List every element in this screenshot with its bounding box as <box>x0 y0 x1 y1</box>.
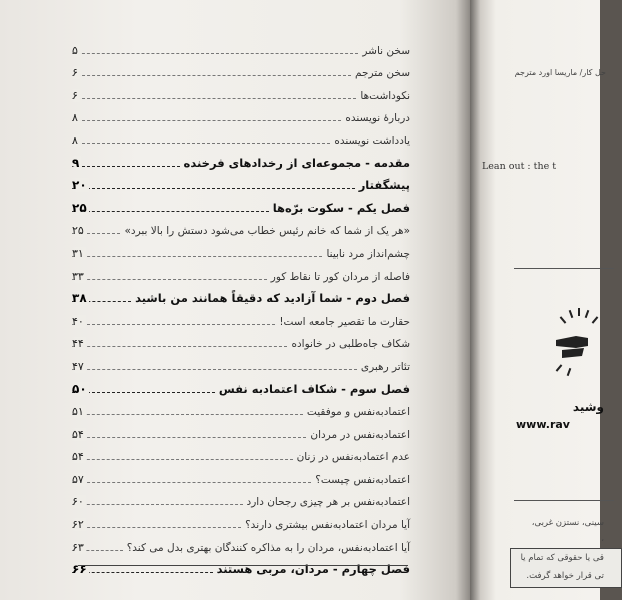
toc-entry <box>72 441 410 464</box>
toc-entry-title: حقارت ما تقصیر جامعه است! <box>279 315 410 328</box>
toc-page-number: ۵۴ <box>72 450 84 464</box>
dot-leader <box>72 572 213 573</box>
dot-leader <box>72 324 275 325</box>
toc-entry-title: فصل دوم - شما آزادید که دقیقاً همانند من باشید <box>135 291 410 306</box>
toc-entry <box>72 57 410 80</box>
toc-entry-title: پیشگفتار <box>358 178 410 193</box>
toc-entry-title: عدم اعتمادبه‌نفس در زنان <box>296 451 410 464</box>
toc-page-number: ۲۵ <box>72 224 84 238</box>
toc-entry <box>72 396 410 419</box>
toc-page-number: ۵۴ <box>72 427 84 441</box>
publisher-name: وشید <box>572 400 604 414</box>
copyright-page <box>470 0 606 600</box>
toc-entry-title: نکوداشت‌ها <box>360 89 410 102</box>
toc-page-number: ۲۰ <box>72 178 87 193</box>
toc-page-number: ۳۳ <box>72 269 84 283</box>
toc-page-number: ۹ <box>72 155 80 170</box>
dot-leader <box>72 346 287 347</box>
publisher-logo-icon <box>548 306 608 386</box>
toc-page-number: ۶۳ <box>72 540 84 554</box>
dot-leader <box>72 369 357 370</box>
toc-chapter-entry <box>72 147 410 170</box>
toc-entry <box>72 328 410 351</box>
toc-entry <box>72 350 410 373</box>
dot-leader <box>72 211 269 212</box>
toc-entry-title: سخن مترجم <box>355 67 410 80</box>
toc-entry-title: آیا مردان اعتمادبه‌نفس بیشتری دارند؟ <box>245 519 410 532</box>
toc-page-number: ۲۵ <box>72 200 87 215</box>
publisher-website: www.rav <box>516 418 570 431</box>
toc-page-number: ۶۲ <box>72 518 84 532</box>
toc-page-number: ۴۷ <box>72 359 84 373</box>
toc-entry <box>72 486 410 509</box>
toc-page-number: ۴۴ <box>72 337 84 351</box>
toc-entry <box>72 79 410 102</box>
toc-entry-title: چشم‌انداز مرد نابینا <box>326 247 410 260</box>
dot-leader <box>72 98 356 99</box>
toc-list <box>72 34 410 576</box>
dot-leader <box>72 188 355 189</box>
credit-line: حل کار/ ماریسا اورد مترجم <box>514 68 606 77</box>
toc-page-number: ۳۱ <box>72 246 84 260</box>
dot-leader <box>72 527 241 528</box>
divider <box>514 268 614 269</box>
toc-entry-title: اعتمادبه‌نفس و موفقیت <box>306 406 410 419</box>
toc-entry-title: دربارهٔ نویسنده <box>345 112 410 125</box>
toc-entry-title: آیا اعتمادبه‌نفس، مردان را به مذاکره کنندگان بهتری بدل می کند؟ <box>126 541 410 554</box>
toc-page-number: ۵ <box>72 43 78 57</box>
toc-entry-title: اعتمادبه‌نفس بر هر چیزی رجحان دارد <box>246 496 410 509</box>
dot-leader <box>72 75 351 76</box>
toc-entry <box>72 215 410 238</box>
toc-entry-title: فصل سوم - شکاف اعتمادبه نفس <box>218 381 410 396</box>
toc-page-number: ۳۸ <box>72 291 87 306</box>
toc-entry-title: اعتمادبه‌نفس چیست؟ <box>315 473 410 486</box>
toc-entry-title: فاصله از مردان کور تا نقاط کور <box>270 270 410 283</box>
toc-page-number: ۵۱ <box>72 405 84 419</box>
toc-page-number: ۵۰ <box>72 381 87 396</box>
rights-notice-line: تی قرار خواهد گرفت. <box>526 571 604 581</box>
divider <box>514 500 614 501</box>
toc-entry <box>72 237 410 260</box>
toc-page-number: ۶۰ <box>72 495 84 509</box>
dot-leader <box>72 143 330 144</box>
toc-page-number: ۶ <box>72 66 78 80</box>
toc-entry <box>72 418 410 441</box>
dot-leader <box>72 459 293 460</box>
dot-leader <box>72 414 303 415</box>
dot-leader <box>72 166 180 167</box>
toc-entry <box>72 102 410 125</box>
toc-entry-title: تئاتر رهبری <box>360 360 410 373</box>
toc-entry <box>72 124 410 147</box>
toc-page-number: ۸ <box>72 111 78 125</box>
toc-chapter-entry <box>72 373 410 396</box>
toc-entry-title: فصل چهارم - مردان، مربی هستند <box>216 562 410 577</box>
toc-entry <box>72 463 410 486</box>
toc-entry <box>72 260 410 283</box>
toc-page-number: ۶ <box>72 88 78 102</box>
english-title: Lean out : the t <box>482 161 557 172</box>
dot-leader <box>72 392 215 393</box>
toc-entry-title: شکاف جاه‌طلبی در خانواده <box>291 338 410 351</box>
dot-leader <box>72 256 322 257</box>
toc-entry <box>72 305 410 328</box>
dot-leader <box>72 120 341 121</box>
toc-entry-title: سخن ناشر <box>362 44 410 57</box>
bottom-rule <box>78 565 408 566</box>
toc-entry-title: مقدمه - مجموعه‌ای از رخدادهای فرخنده <box>183 155 410 170</box>
dot-leader <box>72 279 267 280</box>
address-line: ، <box>601 534 604 544</box>
rights-notice-line: قی یا حقوقی که تمام یا <box>520 553 604 563</box>
dot-leader <box>72 504 243 505</box>
toc-entry-title: اعتمادبه‌نفس در مردان <box>310 428 410 441</box>
toc-page-number: ۶۶ <box>72 562 87 577</box>
toc-page-number: ۸ <box>72 133 78 147</box>
toc-entry <box>72 508 410 531</box>
toc-entry-title: «هر یک از شما که خانم رئیس خطاب می‌شود دستش را بالا ببرد» <box>124 225 410 238</box>
toc-entry-title: فصل یکم - سکوت برّه‌ها <box>272 200 410 215</box>
toc-entry <box>72 34 410 57</box>
address-line: سینی، نستزن غربی، <box>531 518 604 528</box>
toc-page-number: ۴۰ <box>72 314 84 328</box>
toc-entry <box>72 531 410 554</box>
dot-leader <box>72 482 311 483</box>
toc-page-number: ۵۷ <box>72 472 84 486</box>
toc-entry-title: یادداشت نویسنده <box>334 134 410 147</box>
toc-chapter-entry <box>72 170 410 193</box>
dot-leader <box>72 437 306 438</box>
toc-chapter-entry <box>72 283 410 306</box>
toc-chapter-entry <box>72 192 410 215</box>
dot-leader <box>72 53 358 54</box>
